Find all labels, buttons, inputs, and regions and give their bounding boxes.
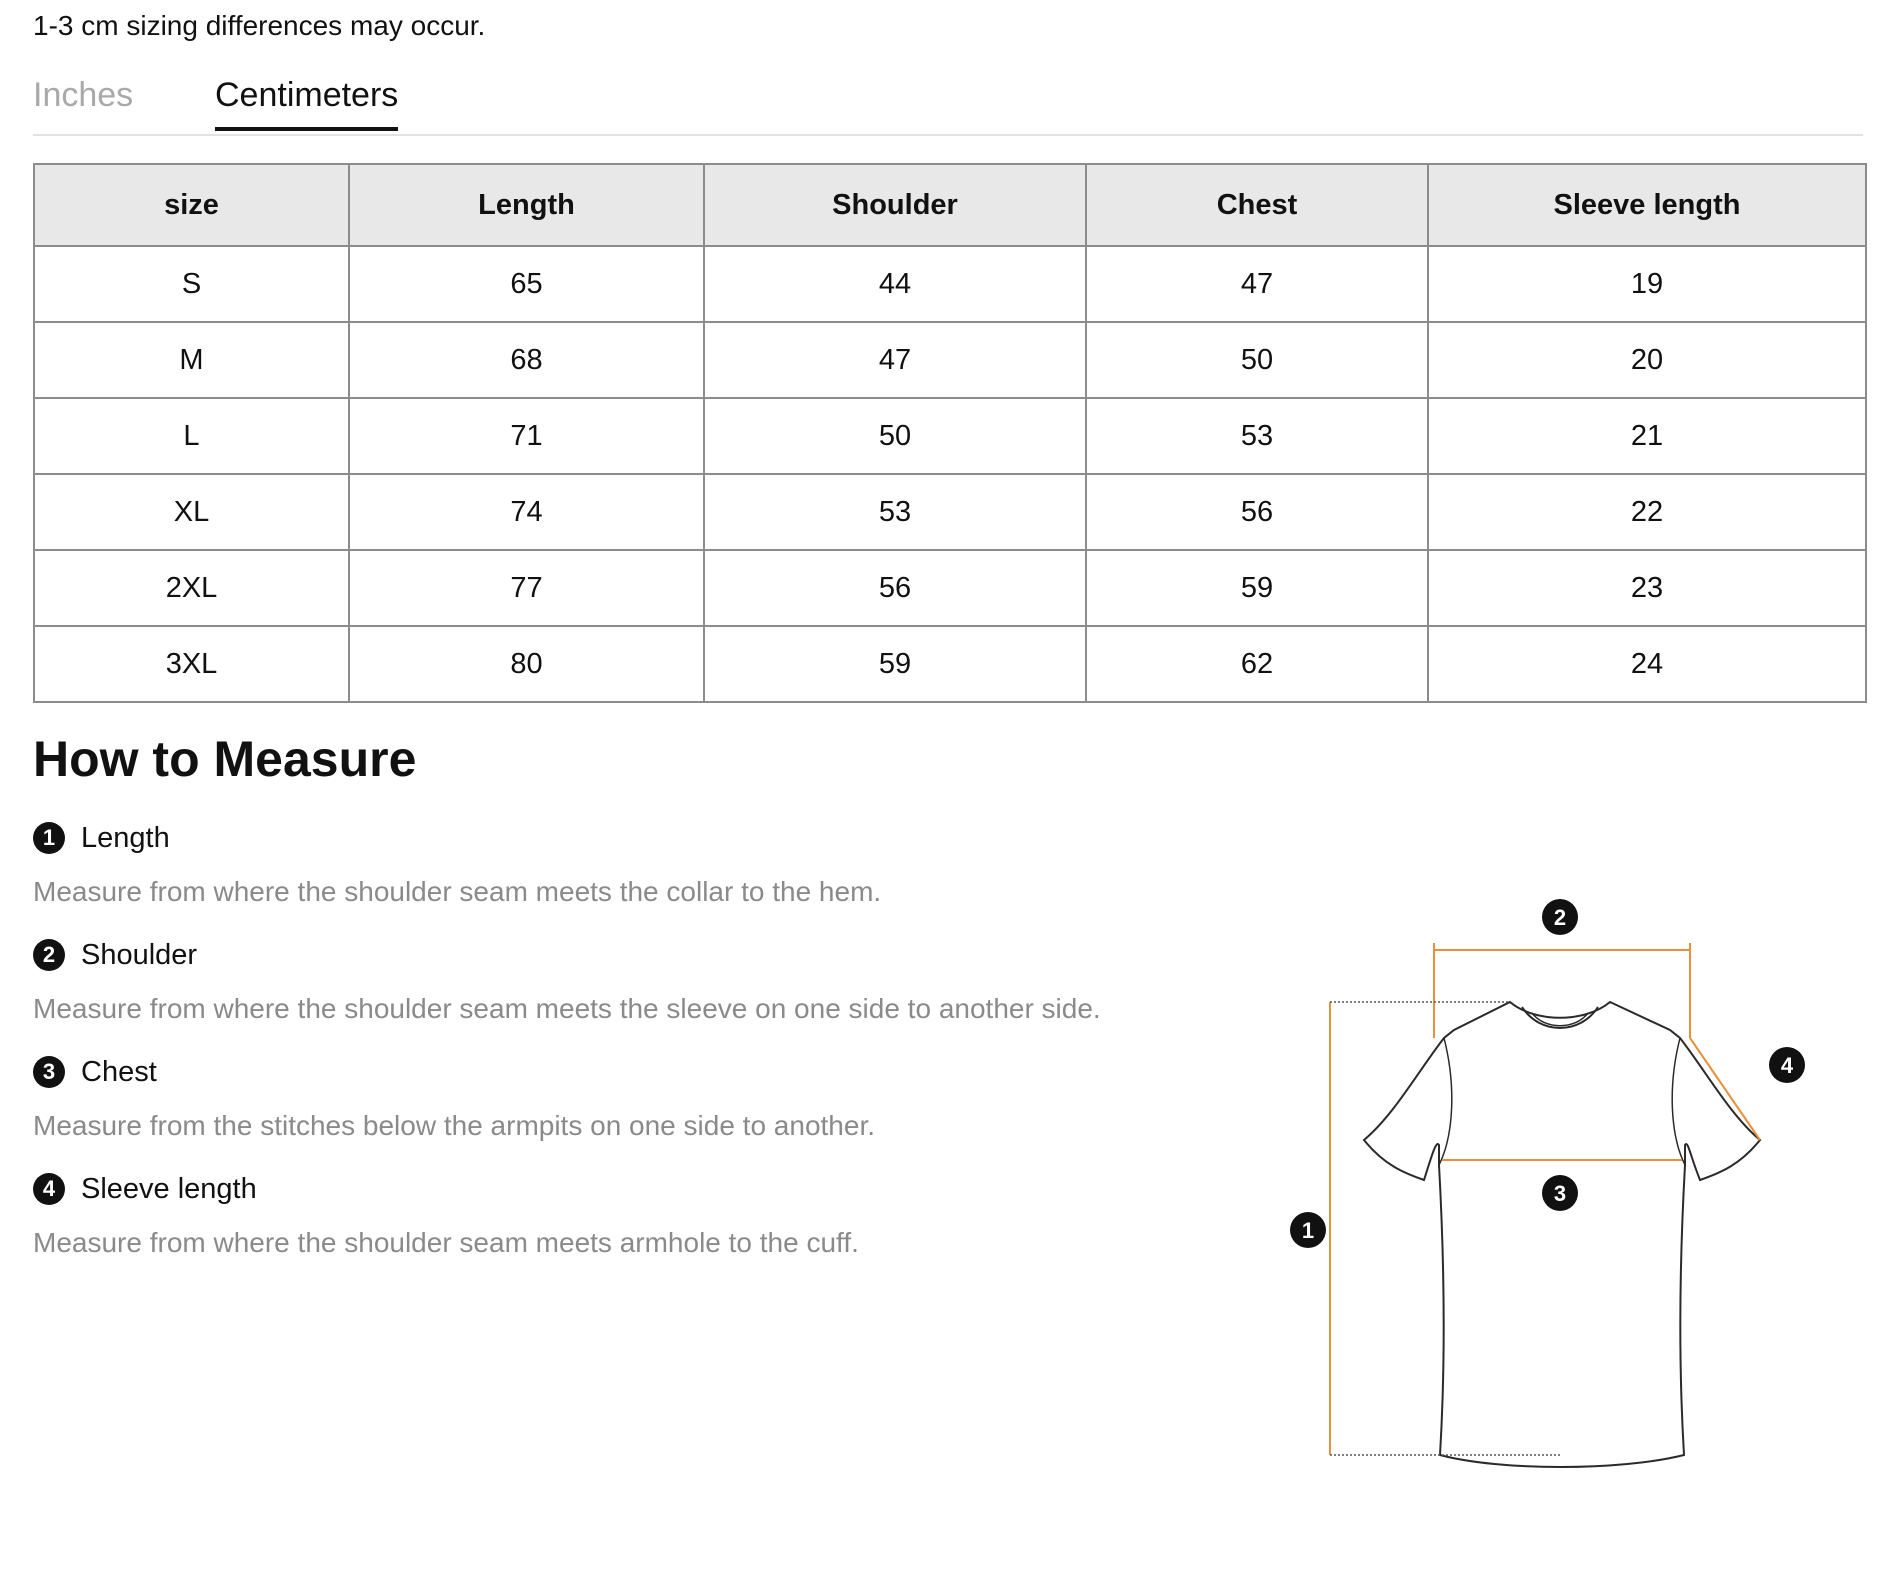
header-chest: Chest [1086,164,1428,246]
cell-sleeve-length: 19 [1428,246,1866,322]
size-chart-table [33,163,1867,703]
step-number-badge: 4 [33,1173,65,1205]
cell-size: M [34,322,349,398]
table-row [34,626,1866,702]
cell-shoulder: 59 [704,626,1086,702]
cell-size: XL [34,474,349,550]
table-row [34,246,1866,322]
cell-shoulder: 44 [704,246,1086,322]
table-row [34,398,1866,474]
sleeve-line [1690,1038,1760,1140]
cell-sleeve-length: 24 [1428,626,1866,702]
marker-4-label: 4 [1780,1053,1794,1078]
marker-2-label: 2 [1553,905,1567,930]
cell-shoulder: 53 [704,474,1086,550]
step-number-badge: 2 [33,939,65,971]
cell-sleeve-length: 21 [1428,398,1866,474]
step-description: Measure from where the shoulder seam meets armhole to the cuff. [33,1227,859,1258]
table-header-row [34,164,1866,246]
cell-size: L [34,398,349,474]
tab-inches[interactable]: Inches [33,76,134,114]
table-row [34,474,1866,550]
measure-step-sleeve-length [33,1169,1213,1286]
step-label: Shoulder [81,938,198,971]
header-sleeve-length: Sleeve length [1428,164,1866,246]
marker-1-label: 1 [1301,1218,1315,1243]
measure-step-shoulder [33,935,1213,1052]
cell-size: S [34,246,349,322]
measure-step-chest [33,1052,1213,1169]
cell-chest: 47 [1086,246,1428,322]
cell-shoulder: 47 [704,322,1086,398]
marker-1 [1290,1212,1326,1248]
length-guides [1330,1002,1560,1455]
step-label: Length [81,821,170,854]
marker-4 [1769,1047,1805,1083]
step-label: Chest [81,1055,157,1088]
measure-step-length [33,818,1213,935]
cell-shoulder: 50 [704,398,1086,474]
cell-length: 74 [349,474,704,550]
step-description: Measure from where the shoulder seam meets the collar to the hem. [33,876,882,907]
cell-chest: 62 [1086,626,1428,702]
tshirt-measure-diagram [1260,855,1860,1585]
cell-chest: 53 [1086,398,1428,474]
step-number-badge: 3 [33,1056,65,1088]
cell-sleeve-length: 20 [1428,322,1866,398]
cell-shoulder: 56 [704,550,1086,626]
header-size: size [34,164,349,246]
cell-length: 77 [349,550,704,626]
sizing-note: 1-3 cm sizing differences may occur. [33,10,486,41]
cell-length: 68 [349,322,704,398]
marker-3-label: 3 [1553,1181,1567,1206]
unit-tabs [33,72,1863,136]
table-row [34,550,1866,626]
cell-sleeve-length: 23 [1428,550,1866,626]
table-row [34,322,1866,398]
step-number-badge: 1 [33,822,65,854]
marker-3 [1542,1175,1578,1211]
cell-size: 2XL [34,550,349,626]
cell-chest: 59 [1086,550,1428,626]
step-description: Measure from the stitches below the armpits on one side to another. [33,1110,876,1141]
cell-size: 3XL [34,626,349,702]
cell-length: 71 [349,398,704,474]
step-description: Measure from where the shoulder seam meets the sleeve on one side to another side. [33,993,1101,1024]
measure-steps [33,818,1213,1286]
header-length: Length [349,164,704,246]
how-to-measure-title: How to Measure [33,731,417,787]
tshirt-outline-icon [1364,1002,1760,1467]
marker-2 [1542,899,1578,935]
cell-sleeve-length: 22 [1428,474,1866,550]
cell-length: 80 [349,626,704,702]
tab-centimeters[interactable]: Centimeters [215,76,398,131]
header-shoulder: Shoulder [704,164,1086,246]
cell-length: 65 [349,246,704,322]
cell-chest: 50 [1086,322,1428,398]
cell-chest: 56 [1086,474,1428,550]
step-label: Sleeve length [81,1172,257,1205]
